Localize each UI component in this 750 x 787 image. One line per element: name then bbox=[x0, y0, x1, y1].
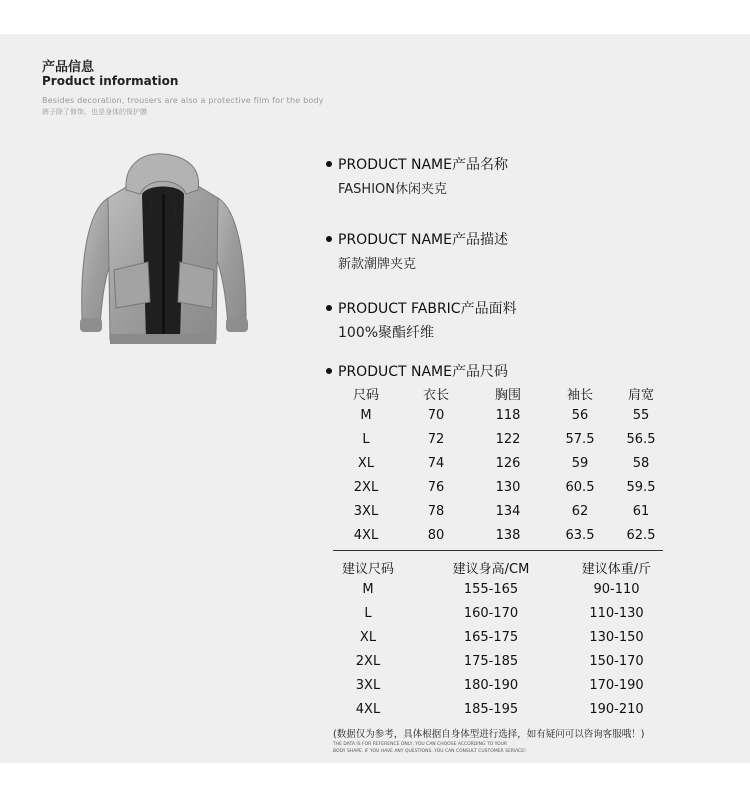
table-cell: L bbox=[364, 606, 372, 621]
table-cell: 190-210 bbox=[589, 702, 644, 717]
table-cell: 3XL bbox=[355, 678, 381, 693]
table-divider bbox=[333, 550, 663, 551]
table-cell: 165-175 bbox=[463, 630, 519, 645]
table-cell: 122 bbox=[495, 432, 521, 447]
table-cell: 61 bbox=[632, 504, 650, 519]
table-cell: 180-190 bbox=[463, 678, 519, 693]
table-cell: 130-150 bbox=[589, 630, 644, 645]
table-cell: 76 bbox=[427, 480, 445, 495]
table-header-cell: 胸围 bbox=[494, 388, 521, 403]
table-cell: XL bbox=[357, 456, 375, 471]
bullet-dot-icon bbox=[326, 305, 332, 311]
table-cell: 110-130 bbox=[589, 606, 644, 621]
table-cell: 126 bbox=[495, 456, 521, 471]
table-cell: 3XL bbox=[353, 504, 379, 519]
table-cell: 80 bbox=[427, 528, 445, 543]
detail-product-fabric bbox=[326, 298, 517, 342]
jacket-product-image bbox=[68, 150, 258, 355]
table-cell: L bbox=[362, 432, 370, 447]
table-header-cell: 尺码 bbox=[352, 388, 379, 403]
table-cell: 170-190 bbox=[589, 678, 644, 693]
table-header-cell: 衣长 bbox=[422, 388, 449, 403]
detail-label: PRODUCT FABRIC产品面料 bbox=[338, 301, 517, 317]
table-cell: 2XL bbox=[353, 480, 379, 495]
detail-value: FASHION休闲夹克 bbox=[338, 182, 447, 197]
table-cell: 4XL bbox=[355, 702, 381, 717]
subtitle-cn: 裤子除了修饰，也是身体的保护膜 bbox=[42, 108, 147, 116]
fine-print-line-2: BODY SHAPE. IF YOU HAVE ANY QUESTIONS, YOU CAN CONSULT CUSTOMER SERVICE! bbox=[333, 749, 526, 754]
table-cell: 63.5 bbox=[565, 528, 595, 543]
reference-note: (数据仅为参考，具体根据自身体型进行选择，如有疑问可以咨询客服哦！) bbox=[333, 729, 645, 740]
table-cell: 4XL bbox=[353, 528, 379, 543]
fine-print-line-1: THE DATA IS FOR REFERENCE ONLY, YOU CAN CHOOSE ACCORDING TO YOUR bbox=[333, 742, 508, 747]
table-cell: 78 bbox=[427, 504, 445, 519]
table-cell: 150-170 bbox=[589, 654, 644, 669]
table-cell: 185-195 bbox=[463, 702, 519, 717]
table-cell: 118 bbox=[495, 408, 521, 423]
table-cell: 155-165 bbox=[463, 582, 519, 597]
table-header-cell: 建议尺码 bbox=[341, 562, 394, 577]
bullet-dot-icon bbox=[326, 236, 332, 242]
table-header-cell: 袖长 bbox=[566, 388, 593, 403]
table-cell: 56 bbox=[571, 408, 589, 423]
detail-product-name bbox=[326, 154, 508, 197]
table-cell: 72 bbox=[427, 432, 445, 447]
detail-label: PRODUCT NAME产品名称 bbox=[338, 157, 508, 173]
table-cell: 56.5 bbox=[626, 432, 656, 447]
table-cell: M bbox=[362, 582, 374, 597]
bullet-dot-icon bbox=[326, 368, 332, 374]
detail-value: 100%聚酯纤维 bbox=[338, 325, 435, 341]
bullet-dot-icon bbox=[326, 161, 332, 167]
section-title-en: Product information bbox=[42, 74, 179, 88]
detail-product-size bbox=[326, 361, 508, 381]
table-cell: 55 bbox=[632, 408, 650, 423]
detail-value: 新款潮牌夹克 bbox=[338, 257, 417, 272]
table-cell: 59.5 bbox=[626, 480, 656, 495]
table-cell: 60.5 bbox=[565, 480, 595, 495]
table-cell: 138 bbox=[495, 528, 521, 543]
table-cell: 74 bbox=[427, 456, 445, 471]
table-cell: 130 bbox=[495, 480, 521, 495]
table-cell: M bbox=[360, 408, 372, 423]
section-title-cn: 产品信息 bbox=[42, 60, 95, 75]
table-header-cell: 肩宽 bbox=[627, 388, 654, 403]
table-cell: 70 bbox=[427, 408, 445, 423]
table-header-cell: 建议身高/CM bbox=[452, 562, 530, 577]
table-cell: 62.5 bbox=[626, 528, 656, 543]
table-cell: XL bbox=[359, 630, 377, 645]
table-cell: 57.5 bbox=[565, 432, 595, 447]
table-header-cell: 建议体重/斤 bbox=[581, 562, 652, 577]
table-cell: 90-110 bbox=[593, 582, 640, 597]
table-cell: 2XL bbox=[355, 654, 381, 669]
table-cell: 134 bbox=[495, 504, 521, 519]
table-cell: 175-185 bbox=[463, 654, 519, 669]
detail-label: PRODUCT NAME产品尺码 bbox=[338, 364, 508, 380]
table-cell: 59 bbox=[571, 456, 589, 471]
table-cell: 62 bbox=[571, 504, 589, 519]
table-cell: 160-170 bbox=[463, 606, 519, 621]
detail-label: PRODUCT NAME产品描述 bbox=[338, 232, 508, 248]
table-cell: 58 bbox=[632, 456, 650, 471]
subtitle-en: Besides decoration, trousers are also a protective film for the body bbox=[42, 96, 324, 105]
detail-product-description bbox=[326, 229, 508, 272]
